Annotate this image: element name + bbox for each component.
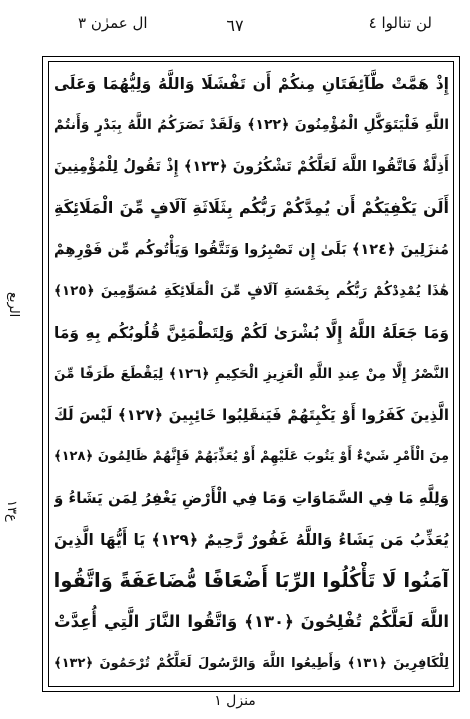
text-line: وَمَا جَعَلَهُ اللَّهُ إِلَّا بُشْرَىٰ لَكُمْ وَلِتَطْمَئِنَّ قُلُوبُكُم بِهِ وَمَا — [54, 323, 449, 342]
text-line: آمَنُوا لَا تَأْكُلُوا الرِّبَا أَضْعَافًا مُّضَاعَفَةً وَاتَّقُوا — [54, 569, 449, 593]
text-body — [54, 65, 449, 683]
text-line: الَّذِينَ كَفَرُوا أَوْ يَكْبِتَهُمْ فَيَنقَلِبُوا خَائِبِينَ ﴿١٢٧﴾ لَيْسَ لَكَ — [54, 406, 449, 425]
text-line: مِنَ الْأَمْرِ شَيْءٌ أَوْ يَتُوبَ عَلَيْهِمْ أَوْ يُعَذِّبَهُمْ فَإِنَّهُمْ ظَالِمُونَ ﴿١٢٨﴾ — [54, 448, 449, 464]
text-line: وَلِلَّهِ مَا فِي السَّمَاوَاتِ وَمَا فِي الْأَرْضِ يَغْفِرُ لِمَن يَشَاءُ وَ — [54, 489, 449, 508]
surah-title: ال عمرٰن ٣ — [78, 14, 148, 32]
text-line: مُنزَلِينَ ﴿١٢٤﴾ بَلَىٰ إِن تَصْبِرُوا وَتَتَّقُوا وَيَأْتُوكُم مِّن فَوْرِهِمْ — [54, 241, 449, 258]
text-line: إِذْ هَمَّتْ طَّآئِفَتَانِ مِنكُمْ أَن تَفْشَلَا وَاللَّهُ وَلِيُّهُمَا وَعَلَى — [54, 75, 449, 93]
ruku-marker: ع١٣ — [4, 500, 19, 522]
text-line: أَلَن يَكْفِيَكُمْ أَن يُمِدَّكُمْ رَبُّكُم بِثَلَاثَةِ آلَافٍ مِّنَ الْمَلَائِكَةِ — [54, 198, 449, 218]
text-line: اللَّهَ لَعَلَّكُمْ تُفْلِحُونَ ﴿١٣٠﴾ وَاتَّقُوا النَّارَ الَّتِي أُعِدَّتْ — [54, 612, 449, 632]
manzil-footer: منزل ١ — [214, 693, 256, 709]
juz-title: لن تنالوا ٤ — [368, 14, 432, 32]
text-line: أَذِلَّةٌ فَاتَّقُوا اللَّهَ لَعَلَّكُمْ تَشْكُرُونَ ﴿١٢٣﴾ إِذْ تَقُولُ لِلْمُؤْمِنِينَ — [54, 158, 449, 175]
text-line: لِلْكَافِرِينَ ﴿١٣١﴾ وَأَطِيعُوا اللَّهَ وَالرَّسُولَ لَعَلَّكُمْ تُرْحَمُونَ ﴿١٣٢﴾ — [54, 655, 449, 671]
text-line: النَّصْرُ إِلَّا مِنْ عِندِ اللَّهِ الْعَزِيزِ الْحَكِيمِ ﴿١٢٦﴾ لِيَقْطَعَ طَرَفًا مِّنَ — [54, 365, 449, 382]
text-line: يُعَذِّبُ مَن يَشَاءُ وَاللَّهُ غَفُورٌ رَّحِيمٌ ﴿١٢٩﴾ يَا أَيُّهَا الَّذِينَ — [54, 530, 449, 549]
page-number: ٦٧ — [226, 16, 244, 35]
rub-marker: الربع — [6, 292, 21, 318]
text-line: هَٰذَا يُمْدِدْكُمْ رَبُّكُم بِخَمْسَةِ آلَافٍ مِّنَ الْمَلَائِكَةِ مُسَوِّمِينَ ﴿١٢٥﴾ — [54, 283, 449, 300]
text-line: اللَّهِ فَلْيَتَوَكَّلِ الْمُؤْمِنُونَ ﴿١٢٢﴾ وَلَقَدْ نَصَرَكُمُ اللَّهُ بِبَدْرٍ وَأَنتُمْ — [54, 117, 449, 134]
